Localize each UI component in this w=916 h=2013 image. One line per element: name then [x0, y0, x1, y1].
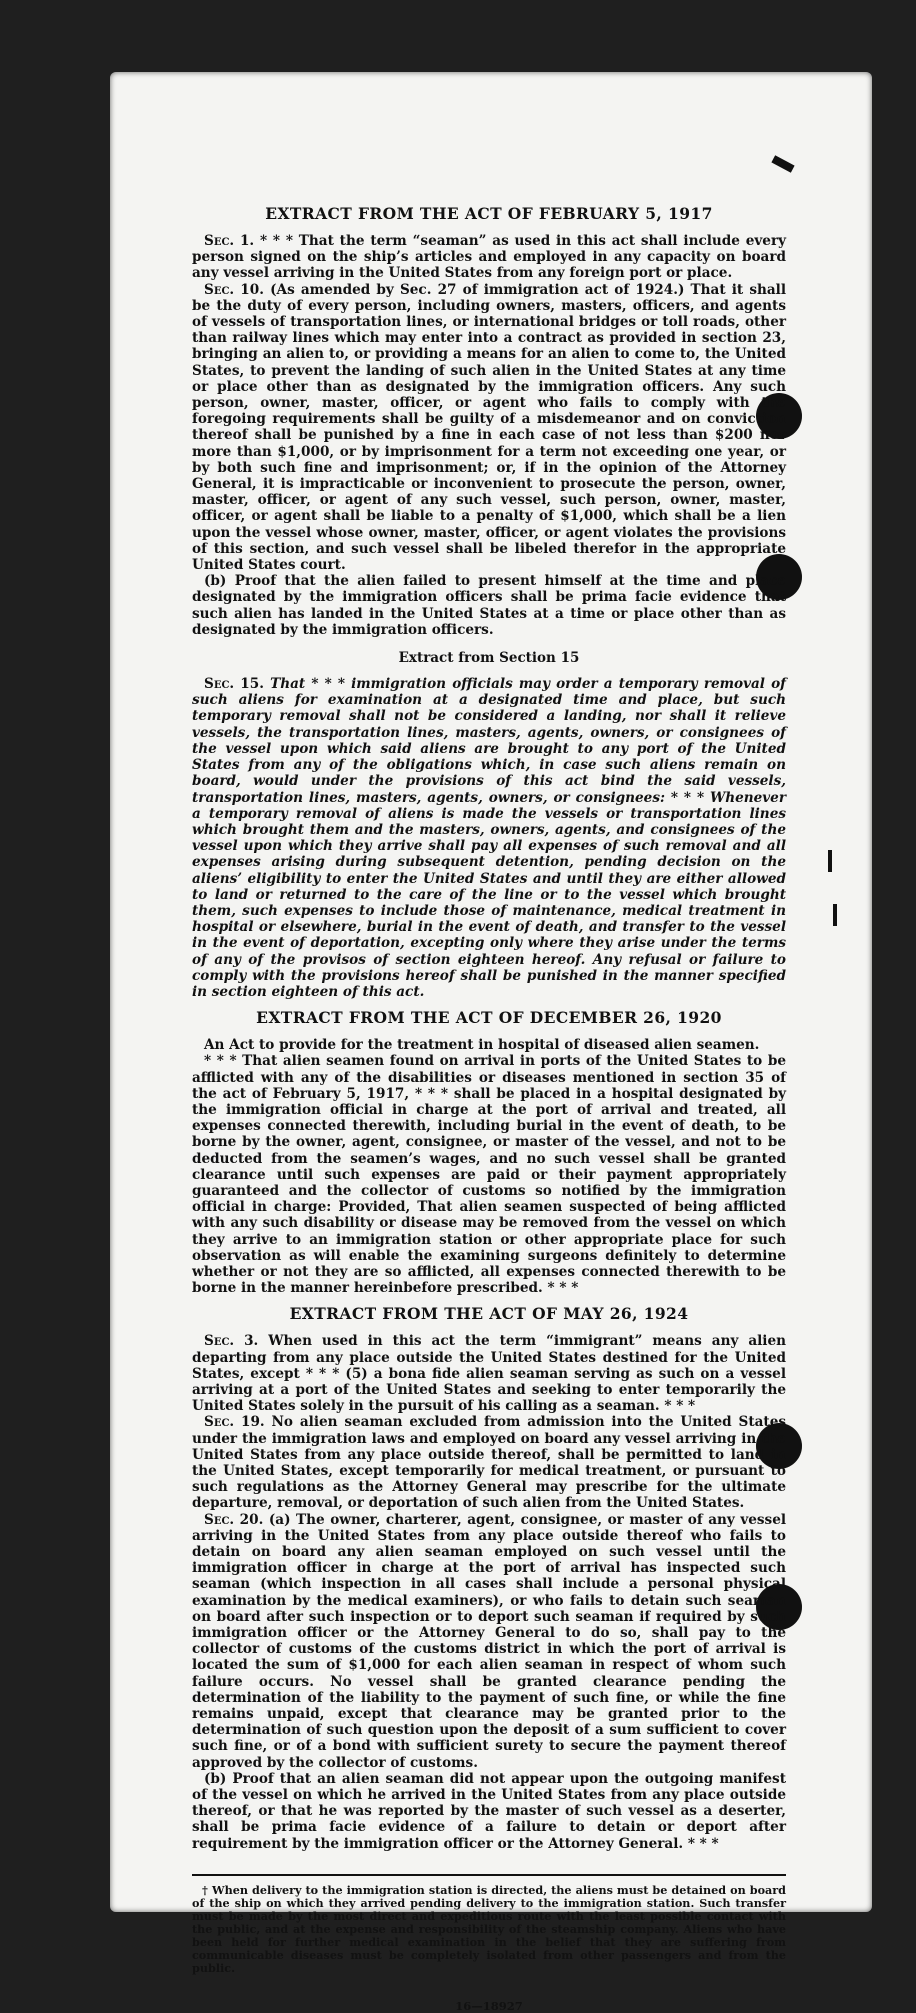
section-1924	[192, 1333, 786, 1852]
heading-section-15: Extract from Section 15	[398, 650, 580, 667]
section-label: Sec. 10.	[204, 281, 264, 298]
section-label: Sec. 15.	[204, 676, 264, 693]
section-label: Sec. 19.	[204, 1414, 265, 1431]
section-15-block	[192, 676, 786, 1000]
section-10b-paragraph: (b) Proof that the alien failed to present himself at the time and place designated by the immigration officers shall be prima facie evidence that such alien has landed in the United States at a time or place other than as designated by the immigration officers.	[192, 573, 786, 638]
ink-mark	[828, 850, 832, 872]
section-20b-paragraph: (b) Proof that an alien seaman did not appear upon the outgoing manifest of the vessel on which he arrived in the United States from any place outside thereof, or that he was reported by the master of such vessel as a deserter, shall be prima facie evidence of a failure to detain or deport after requirement by the immigration officer or the Attorney General. * * *	[192, 1770, 786, 1852]
act-1920-lead: An Act to provide for the treatment in hospital of diseased alien seamen.	[204, 1037, 760, 1054]
footnote: † When delivery to the immigration station is directed, the aliens must be detained on board of the ship on which they arrived pending delivery to the immigration station. Such transfer must be made by the most direct and expeditious route with the least possible contact with the public, and at the expense and responsibility of the steamship company. Aliens who have been held for further medical examination in the belief that they are suffering from communicable diseases must be completely isolated from other passengers and from the public.	[192, 1882, 786, 1975]
section-19-paragraph	[192, 1414, 786, 1511]
section-text: When used in this act the term “immigrant” means any alien departing from any place outside the United States destined for the United States, except * * * (5) a bona fide alien seaman serving as such on a vessel arriving at a port of the United States and seeking to enter temporarily the United States solely in the pursuit of his calling as a seaman. * * *	[192, 1333, 786, 1415]
act-1920-paragraph: * * * That alien seamen found on arrival in ports of the United States to be afflicted with any of the disabilities or diseases mentioned in section 35 of the act of February 5, 1917, * * * shall be placed in a hospital designated by the immigration official in charge at the port of arrival and treated, all expenses connected therewith, including burial in the event of death, to be borne by the owner, agent, consignee, or master of the vessel, and not to be deducted from the seamen’s wages, and no such vessel shall be granted clearance until such expenses are paid or their payment appropriately guaranteed and the collector of customs so notified by the immigration official in charge: Provided, That alien seamen suspected of being afflicted with any such disability or disease may be removed from the vessel on which they arrive to an immigration station or other appropriate place for such observation as will enable the examining surgeons definitely to determine whether or not they are so afflicted, all expenses connected therewith to be borne in the manner hereinbefore prescribed. * * *	[192, 1053, 786, 1297]
section-text: That * * * immigration officials may order a temporary removal of such aliens for examination at a designated time and place, but such temporary removal shall not be considered a landing, nor shall it relieve vessels, the transportation lines, masters, agents, owners, or consignees of the vessel upon which said aliens are brought to any port of the United States from any of the obligations which, in case such aliens remain on board, would under the provisions of this act bind the said vessels, transportation lines, masters, agents, owners, or consignees: * * * Whenever a temporary removal of aliens is made the vessels or transportation lines which brought them and the masters, owners, agents, and consignees of the vessel upon which they arrive shall pay all expenses of such removal and all expenses arising during subsequent detention, pending decision on the aliens’ eligibility to enter the United States and until they are either allowed to land or returned to the care of the line or to the vessel which brought them, such expenses to include those of maintenance, medical treatment in hospital or elsewhere, burial in the event of death, and transfer to the vessel in the event of deportation, excepting only where they arise under the terms of any of the provisos of section eighteen hereof. Any refusal or failure to comply with the provisions hereof shall be punished in the manner specified in section eighteen of this act.	[192, 676, 787, 1000]
section-1-paragraph	[192, 233, 786, 282]
section-text: (As amended by Sec. 27 of immigration act of 1924.) That it shall be the duty of every person, including owners, masters, officers, and agents of vessels of transportation lines, or international bridges or toll roads, other than railway lines which may enter into a contract as provided in section 23, bringing an alien to, or providing a means for an alien to come to, the United States, to prevent the landing of such alien in the United States at any time or place other than as designated by the immigration officers. Any such person, owner, master, officer, or agent who fails to comply with the foregoing requirements shall be guilty of a misdemeanor and on conviction thereof shall be punished by a fine in each case of not less than $200 nor more than $1,000, or by imprisonment for a term not exceeding one year, or by both such fine and imprisonment; or, if in the opinion of the Attorney General, it is impracticable or inconvenient to prosecute the person, owner, master, officer, or agent of any such vessel, such person, owner, master, officer, or agent shall be liable to a penalty of $1,000, which shall be a lien upon the vessel whose owner, master, officer, or agent violates the provisions of this section, and such vessel shall be libeled therefor in the appropriate United States court.	[192, 281, 787, 574]
section-20-paragraph	[192, 1512, 786, 1771]
section-15-paragraph	[192, 676, 786, 1000]
section-text: * * * That the term “seaman” as used in this act shall include every person signed on the ship’s articles and employed in any capacity on board any vessel arriving in the United States from any foreign port or place.	[192, 233, 787, 282]
section-text: No alien seaman excluded from admission into the United States under the immigration laws and employed on board any vessel arriving in the United States from any place outside thereof, shall be permitted to land in the United States, except temporarily for medical treatment, or pursuant to such regulations as the Attorney General may prescribe for the ultimate departure, removal, or deportation of such alien from the United States.	[192, 1414, 787, 1512]
section-3-paragraph	[192, 1333, 786, 1414]
heading-act-1920: EXTRACT FROM THE ACT OF DECEMBER 26, 1920	[256, 1008, 722, 1028]
footnote-divider	[192, 1874, 786, 1876]
section-text: (a) The owner, charterer, agent, consignee, or master of any vessel arriving in the United States from any place outside thereof who fails to detain on board any alien seaman employed on such vessel until the immigration officer in charge at the port of arrival has inspected such seaman (which inspection in all cases shall include a personal physical examination by the medical examiners), or who fails to detain such seaman on board after such inspection or to deport such seaman if required by such immigration officer or the Attorney General to do so, shall pay to the collector of customs of the customs district in which the port of arrival is located the sum of $1,000 for each alien seaman in respect of whom such failure occurs. No vessel shall be granted clearance pending the determination of the liability to the payment of such fine, or while the fine remains unpaid, except that clearance may be granted prior to the determination of such question upon the deposit of a sum sufficient to cover such fine, or of a bond with sufficient surety to secure the payment thereof approved by the collector of customs.	[192, 1511, 787, 1771]
document-page	[192, 204, 786, 2013]
section-label: Sec. 20.	[204, 1511, 264, 1528]
ink-mark	[833, 904, 837, 926]
section-1920	[192, 1037, 786, 1296]
heading-act-1917: EXTRACT FROM THE ACT OF FEBRUARY 5, 1917	[265, 204, 713, 223]
section-label: Sec. 1.	[204, 233, 255, 249]
page-number: 16—18927	[455, 1998, 523, 2013]
section-10-paragraph	[192, 282, 786, 574]
section-1917	[192, 233, 786, 638]
heading-act-1924: EXTRACT FROM THE ACT OF MAY 26, 1924	[289, 1304, 689, 1324]
section-label: Sec. 3.	[204, 1333, 259, 1350]
